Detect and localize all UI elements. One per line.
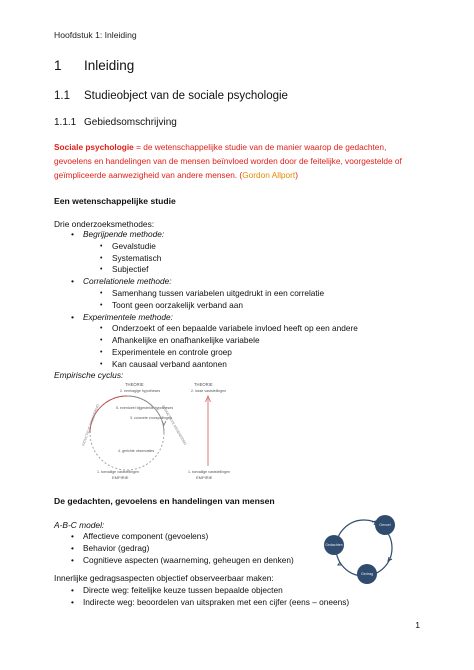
cycle-left-bottom: EMPIRIE (112, 475, 129, 480)
abc-model-label: A-B-C model: (54, 520, 105, 530)
inner-item: • Directe weg: feitelijke keuze tussen bepaalde objecten (83, 585, 383, 597)
abc-node-label: Gevoel (379, 523, 391, 528)
subsection-heading (54, 117, 177, 128)
definition-author: Gordon Allport (242, 169, 296, 180)
subsection-number: 1.1.1 (54, 117, 77, 128)
abc-heading: De gedachten, gevoelens en handelingen van mensen (54, 496, 275, 506)
definition-term: Sociale psychologie (54, 142, 134, 152)
method-label: • Experimentele methode: (83, 312, 443, 324)
section-number: 1.1 (54, 90, 70, 102)
cycle-side-left: INDUCTIEVE REDENERING (81, 403, 101, 447)
abc-item: • Affectieve component (gevoelens) (83, 531, 323, 543)
subsection-title: Gebiedsomschrijving (84, 117, 177, 128)
method-item: • Systematisch (112, 253, 443, 265)
cycle-right-top-sub: 2. losse vaststellingen (191, 389, 227, 393)
cycle-side-right: DEDUCTIEVE REDENERING (161, 404, 188, 446)
method-label: • Correlationele methode: (83, 276, 443, 288)
cycle-label-5: 5. eventueel bijgestelde hypotheses (116, 406, 174, 410)
cycle-left-top: THEORIE (125, 382, 144, 387)
definition-close: ) (295, 169, 298, 180)
method-item: • Toont geen oorzakelijk verband aan (112, 300, 443, 312)
method-item: • Subjectief (112, 264, 443, 276)
chapter-title: Inleiding (84, 58, 135, 73)
deduction-arc (127, 396, 164, 433)
abc-cycle-diagram (312, 508, 412, 588)
abc-node-label: Gedachten (325, 543, 343, 548)
cycle-right-top: THEORIE (194, 382, 213, 387)
inner-intro: Innerlijke gedragsaspecten objectief observeerbaar maken: (54, 573, 274, 583)
cycle-arrowhead (162, 421, 166, 425)
empirical-cycle-figure (70, 378, 320, 490)
method-item: • Samenhang tussen variabelen uitgedrukt in een correlatie (112, 288, 443, 300)
method-item: • Experimentele en controle groep (112, 347, 443, 359)
section-title: Studieobject van de sociale psychologie (84, 90, 288, 102)
method-item: • Onderzoekt of een bepaalde variabele invloed heeft op een andere (112, 323, 443, 335)
inner-list (83, 585, 383, 609)
abc-item: • Behavior (gedrag) (83, 543, 323, 555)
method-item: • Gevalstudie (112, 241, 443, 253)
running-head: Hoofdstuk 1: Inleiding (54, 30, 137, 40)
cycle-label-2: 2. eenhagige hypotheses (120, 389, 161, 393)
definition-paragraph (54, 141, 424, 182)
methods-intro: Drie onderzoeksmethodes: (54, 219, 155, 229)
abc-node-label: Gedrag (361, 572, 373, 577)
abc-list (83, 531, 323, 566)
method-item: • Kan causaal verband aantonen (112, 359, 443, 371)
inner-item: • Indirecte weg: beoordelen van uitspraken met een cijfer (eens – oneens) (83, 597, 383, 609)
abc-item: • Cognitieve aspecten (waarneming, geheugen en denken) (83, 555, 323, 567)
definition-text: = de wetenschappelijke studie van de manier waarop de gedachten, gevoelens en handelingen van de mensen beïnvloed worden door de feitelijke, voorgestelde of geïmpliceerde aanwezigheid van andere mensen. ( (54, 142, 402, 180)
chapter-heading (54, 58, 134, 73)
methods-list (83, 229, 443, 371)
cycle-label-4: 4. gerichte observaties (118, 449, 155, 453)
method-label: • Begrijpende methode: (83, 229, 443, 241)
chapter-number: 1 (54, 58, 62, 73)
page-number: 1 (415, 620, 420, 630)
study-heading: Een wetenschappelijke studie (54, 196, 176, 206)
section-heading (54, 90, 288, 102)
method-item: • Afhankelijke en onafhankelijke variabele (112, 335, 443, 347)
cycle-label: Empirische cyclus: (54, 370, 124, 380)
cycle-right-bottom: 1. toevallige vaststellingen (188, 470, 230, 474)
cycle-right-bottom-sub: EMPIRIE (196, 475, 213, 480)
cycle-label-1: 1. toevallige vaststellingen (97, 470, 139, 474)
cycle-label-3: 3. concrete voorspellingen (130, 416, 172, 420)
